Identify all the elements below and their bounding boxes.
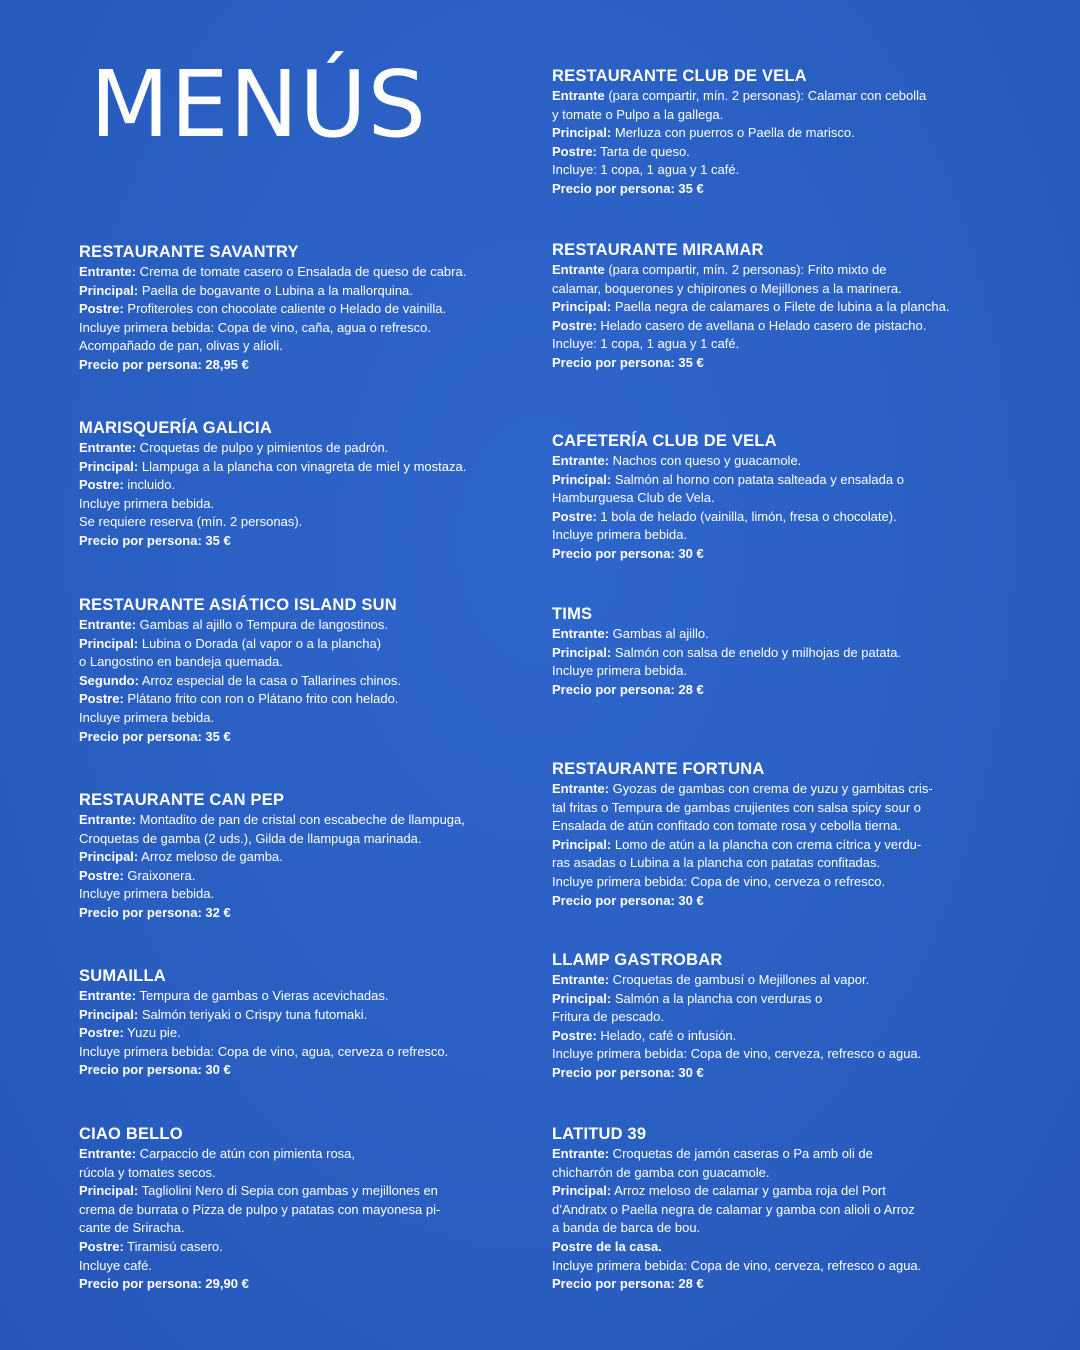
menu-line	[552, 836, 992, 855]
restaurant-name: RESTAURANTE ASIÁTICO ISLAND SUN	[79, 596, 397, 614]
line-label: Principal:	[79, 282, 139, 298]
line-label: Precio por persona: 29,90 €	[79, 1276, 249, 1292]
menu-line	[552, 545, 992, 564]
line-label: Precio por persona: 35 €	[552, 180, 704, 196]
menu-entry	[552, 431, 992, 564]
menu-line	[79, 337, 519, 356]
line-text: tal fritas o Tempura de gambas crujientes con salsa spicy sour o	[552, 799, 921, 815]
line-label: Postre de la casa.	[552, 1238, 662, 1254]
line-label: Entrante:	[552, 1146, 610, 1161]
line-text: o Langostino en bandeja quemada.	[79, 654, 283, 670]
menu-line	[79, 439, 519, 458]
menu-line	[552, 1145, 992, 1164]
line-text: Fritura de pescado.	[552, 1009, 665, 1025]
menu-entry	[79, 966, 519, 1080]
menu-line	[79, 1145, 519, 1164]
menu-line	[79, 1061, 519, 1080]
menu-line	[552, 161, 992, 180]
restaurant-name: RESTAURANTE SAVANTRY	[79, 243, 299, 261]
menu-line	[552, 87, 992, 106]
menu-line	[552, 1219, 992, 1238]
line-label: Precio por persona: 30 €	[552, 545, 704, 561]
line-label: Principal:	[552, 644, 612, 660]
menu-line	[552, 1164, 992, 1183]
menu-entry	[552, 759, 992, 910]
menu-line	[79, 811, 519, 830]
menu-line	[552, 971, 992, 990]
line-text: Lomo de atún a la plancha con crema cítrica y verdu-	[611, 836, 922, 852]
line-label: Entrante:	[552, 453, 610, 468]
line-label: Postre:	[552, 508, 597, 524]
line-label: Entrante:	[79, 617, 137, 632]
line-label: Principal:	[79, 458, 139, 474]
menu-line	[552, 180, 992, 199]
menu-line	[552, 261, 992, 280]
restaurant-name: RESTAURANTE FORTUNA	[552, 760, 765, 778]
line-text: Profiteroles con chocolate caliente o Helado de vainilla.	[123, 301, 447, 317]
line-text: Croquetas de gambusí o Mejillones al vapor.	[609, 972, 870, 987]
menu-line	[79, 1024, 519, 1043]
menu-line	[552, 526, 992, 545]
menu-entry	[552, 66, 992, 199]
line-label: Principal:	[79, 849, 139, 865]
menu-line	[79, 867, 519, 886]
restaurant-name: CIAO BELLO	[79, 1125, 183, 1143]
menu-line	[79, 1006, 519, 1025]
menu-line	[552, 1027, 992, 1046]
line-label: Precio por persona: 30 €	[552, 892, 704, 908]
restaurant-name: TIMS	[552, 605, 593, 623]
line-text: Incluye primera bebida: Copa de vino, cerveza, refresco o agua.	[552, 1046, 922, 1062]
menu-line	[79, 458, 519, 477]
menu-line	[79, 830, 519, 849]
menu-line	[552, 1201, 992, 1220]
menu-line	[552, 644, 992, 663]
line-text: (para compartir, mín. 2 personas): Frito mixto de	[604, 262, 887, 277]
menu-line	[552, 681, 992, 700]
line-label: Postre:	[79, 691, 124, 707]
menu-line	[552, 799, 992, 818]
restaurant-name: CAFETERÍA CLUB DE VELA	[552, 432, 777, 450]
line-text: Tagliolini Nero di Sepia con gambas y mejillones en	[138, 1183, 438, 1199]
menu-line	[552, 489, 992, 508]
line-label: Entrante:	[552, 626, 610, 641]
line-label: Entrante:	[552, 972, 610, 987]
line-text: Arroz meloso de gamba.	[138, 849, 283, 865]
restaurant-name: LLAMP GASTROBAR	[552, 951, 723, 969]
restaurant-name: SUMAILLA	[79, 967, 166, 985]
line-text: Tiramisú casero.	[123, 1238, 223, 1254]
menu-line	[552, 471, 992, 490]
line-text: calamar, boquerones y chipirones o Mejillones a la marinera.	[552, 280, 902, 296]
line-text: Paella de bogavante o Lubina a la mallorquina.	[138, 282, 413, 298]
line-label: Postre:	[79, 1238, 124, 1254]
menu-line	[79, 1164, 519, 1183]
line-text: Croquetas de pulpo y pimientos de padrón.	[136, 440, 389, 455]
menu-line	[552, 1238, 992, 1257]
menu-line	[79, 1257, 519, 1276]
menu-line	[79, 904, 519, 923]
menu-line	[79, 653, 519, 672]
menu-line	[79, 476, 519, 495]
line-text: Merluza con puerros o Paella de marisco.	[611, 125, 855, 141]
line-text: Plátano frito con ron o Plátano frito con helado.	[123, 691, 399, 707]
line-label: Precio por persona: 28 €	[552, 1276, 704, 1292]
line-text: Arroz meloso de calamar y gamba roja del Port	[611, 1183, 886, 1199]
menu-line	[552, 780, 992, 799]
menu-line	[79, 1238, 519, 1257]
line-text: Se requiere reserva (mín. 2 personas).	[79, 514, 303, 530]
line-label: Segundo:	[79, 672, 139, 688]
menu-line	[79, 987, 519, 1006]
line-label: Principal:	[79, 1183, 139, 1199]
menu-line	[552, 354, 992, 373]
line-label: Precio por persona: 30 €	[79, 1062, 231, 1078]
menu-line	[552, 452, 992, 471]
line-text: Incluye primera bebida: Copa de vino, cerveza, refresco o agua.	[552, 1257, 922, 1273]
line-text: a banda de barca de bou.	[552, 1220, 701, 1236]
menu-entry	[79, 790, 519, 923]
menu-line	[79, 1219, 519, 1238]
menu-line	[79, 319, 519, 338]
menu-line	[552, 625, 992, 644]
menu-line	[79, 1043, 519, 1062]
menu-line	[79, 300, 519, 319]
line-text: Llampuga a la plancha con vinagreta de miel y mostaza.	[138, 458, 467, 474]
line-label: Principal:	[552, 836, 612, 852]
line-label: Postre:	[552, 317, 597, 333]
line-label: Entrante:	[79, 264, 137, 279]
menu-line	[79, 616, 519, 635]
line-label: Principal:	[552, 125, 612, 141]
menu-entry	[79, 242, 519, 375]
line-label: Principal:	[552, 299, 612, 315]
line-label: Precio por persona: 28 €	[552, 681, 704, 697]
line-text: Incluye primera bebida: Copa de vino, caña, agua o refresco.	[79, 319, 431, 335]
menu-line	[552, 106, 992, 125]
line-text: Hamburguesa Club de Vela.	[552, 490, 715, 506]
menu-line	[79, 495, 519, 514]
line-text: rúcola y tomates secos.	[79, 1164, 216, 1180]
line-text: crema de burrata o Pizza de pulpo y patatas con mayonesa pi-	[79, 1201, 441, 1217]
line-text: incluido.	[123, 477, 176, 493]
line-label: Principal:	[79, 1006, 139, 1022]
line-label: Entrante:	[552, 781, 610, 796]
line-label: Entrante:	[79, 812, 137, 827]
menu-line	[552, 335, 992, 354]
menu-line	[552, 1045, 992, 1064]
line-label: Postre:	[552, 143, 597, 159]
line-label: Entrante	[552, 262, 605, 277]
menu-line	[79, 728, 519, 747]
line-label: Principal:	[552, 1183, 612, 1199]
menu-line	[79, 532, 519, 551]
line-text: Croquetas de jamón caseras o Pa amb oli de	[609, 1146, 873, 1161]
line-text: Montadito de pan de cristal con escabeche de llampuga,	[136, 812, 465, 827]
line-label: Postre:	[79, 301, 124, 317]
menu-line	[79, 282, 519, 301]
line-label: Entrante:	[79, 1146, 137, 1161]
line-label: Precio por persona: 35 €	[79, 532, 231, 548]
line-label: Entrante:	[79, 988, 137, 1003]
line-text: Incluye: 1 copa, 1 agua y 1 café.	[552, 336, 740, 352]
line-text: 1 bola de helado (vainilla, limón, fresa o chocolate).	[596, 508, 897, 524]
menu-line	[552, 124, 992, 143]
line-text: Tarta de queso.	[596, 143, 690, 159]
menu-line	[79, 709, 519, 728]
line-text: d’Andratx o Paella negra de calamar y gamba con alioli o Arroz	[552, 1201, 915, 1217]
line-label: Precio por persona: 35 €	[79, 728, 231, 744]
restaurant-name: RESTAURANTE CAN PEP	[79, 791, 285, 809]
line-label: Principal:	[552, 471, 612, 487]
menu-line	[552, 990, 992, 1009]
line-text: Incluye café.	[79, 1257, 152, 1273]
menu-entry	[552, 240, 992, 373]
restaurant-name: MARISQUERÍA GALICIA	[79, 419, 272, 437]
page-title: MENÚS	[90, 51, 428, 158]
menu-line	[552, 1275, 992, 1294]
menu-line	[552, 143, 992, 162]
menu-line	[552, 854, 992, 873]
line-label: Postre:	[79, 477, 124, 493]
line-text: cante de Sriracha.	[79, 1220, 185, 1236]
menu-line	[552, 317, 992, 336]
menu-line	[79, 356, 519, 375]
menu-entry	[552, 950, 992, 1083]
menu-line	[79, 672, 519, 691]
menu-line	[552, 817, 992, 836]
line-text: Salmón a la plancha con verduras o	[611, 990, 823, 1006]
menu-line	[552, 280, 992, 299]
line-text: Croquetas de gamba (2 uds.), Gilda de llampuga marinada.	[79, 830, 422, 846]
line-text: Crema de tomate casero o Ensalada de queso de cabra.	[136, 264, 467, 279]
line-text: Gambas al ajillo o Tempura de langostinos.	[136, 617, 389, 632]
line-label: Precio por persona: 32 €	[79, 904, 231, 920]
menu-line	[79, 885, 519, 904]
line-text: Incluye primera bebida: Copa de vino, cerveza o refresco.	[552, 873, 886, 889]
line-text: Acompañado de pan, olivas y alioli.	[79, 338, 283, 354]
line-text: Tempura de gambas o Vieras acevichadas.	[136, 988, 389, 1003]
restaurant-name: RESTAURANTE MIRAMAR	[552, 241, 764, 259]
line-label: Entrante:	[79, 440, 137, 455]
line-label: Postre:	[552, 1027, 597, 1043]
line-text: Incluye primera bebida.	[79, 886, 215, 902]
restaurant-name: RESTAURANTE CLUB DE VELA	[552, 67, 807, 85]
menu-line	[552, 508, 992, 527]
menu-entry	[79, 1124, 519, 1294]
line-text: Nachos con queso y guacamole.	[609, 453, 802, 468]
line-text: Salmón al horno con patata salteada y ensalada o	[611, 471, 904, 487]
restaurant-name: LATITUD 39	[552, 1125, 647, 1143]
line-text: Gambas al ajillo.	[609, 626, 709, 641]
line-text: chicharrón de gamba con guacamole.	[552, 1164, 770, 1180]
line-label: Entrante	[552, 88, 605, 103]
menu-line	[79, 1201, 519, 1220]
menu-entry	[552, 604, 992, 699]
line-text: Gyozas de gambas con crema de yuzu y gambitas cris-	[609, 781, 933, 796]
line-label: Postre:	[79, 1025, 124, 1041]
menu-line	[552, 1008, 992, 1027]
line-label: Postre:	[79, 867, 124, 883]
line-text: Arroz especial de la casa o Tallarines chinos.	[138, 672, 402, 688]
line-text: Incluye: 1 copa, 1 agua y 1 café.	[552, 162, 740, 178]
menu-line	[79, 1275, 519, 1294]
line-label: Precio por persona: 35 €	[552, 354, 704, 370]
line-label: Precio por persona: 28,95 €	[79, 356, 249, 372]
menu-entry	[552, 1124, 992, 1294]
line-text: Incluye primera bebida.	[552, 527, 688, 543]
line-text: Carpaccio de atún con pimienta rosa,	[136, 1146, 356, 1161]
line-text: Incluye primera bebida: Copa de vino, agua, cerveza o refresco.	[79, 1043, 449, 1059]
line-text: ras asadas o Lubina a la plancha con patatas confitadas.	[552, 855, 881, 871]
menu-entry	[79, 595, 519, 746]
menu-line	[79, 690, 519, 709]
line-label: Principal:	[552, 990, 612, 1006]
menu-line	[79, 1182, 519, 1201]
line-text: Salmón con salsa de eneldo y milhojas de patata.	[611, 644, 902, 660]
line-label: Precio por persona: 30 €	[552, 1064, 704, 1080]
menu-line	[552, 1182, 992, 1201]
line-label: Principal:	[79, 635, 139, 651]
menu-line	[552, 1257, 992, 1276]
menu-line	[552, 1064, 992, 1083]
menu-line	[552, 298, 992, 317]
menu-line	[552, 873, 992, 892]
line-text: Graixonera.	[123, 867, 196, 883]
line-text: Ensalada de atún confitado con tomate rosa y cebolla tierna.	[552, 818, 902, 834]
menu-line	[552, 662, 992, 681]
line-text: Incluye primera bebida.	[79, 709, 215, 725]
menu-line	[79, 635, 519, 654]
line-text: Salmón teriyaki o Crispy tuna futomaki.	[138, 1006, 368, 1022]
line-text: y tomate o Pulpo a la gallega.	[552, 106, 724, 122]
line-text: Paella negra de calamares o Filete de lubina a la plancha.	[611, 299, 950, 315]
menu-entry	[79, 418, 519, 551]
line-text: (para compartir, mín. 2 personas): Calamar con cebolla	[604, 88, 927, 103]
line-text: Lubina o Dorada (al vapor o a la plancha)	[138, 635, 382, 651]
line-text: Helado, café o infusión.	[596, 1027, 737, 1043]
menu-line	[79, 513, 519, 532]
menu-line	[79, 848, 519, 867]
line-text: Helado casero de avellana o Helado casero de pistacho.	[596, 317, 927, 333]
line-text: Incluye primera bebida.	[79, 495, 215, 511]
menu-line	[79, 263, 519, 282]
line-text: Incluye primera bebida.	[552, 663, 688, 679]
line-text: Yuzu pie.	[123, 1025, 181, 1041]
menu-line	[552, 892, 992, 911]
